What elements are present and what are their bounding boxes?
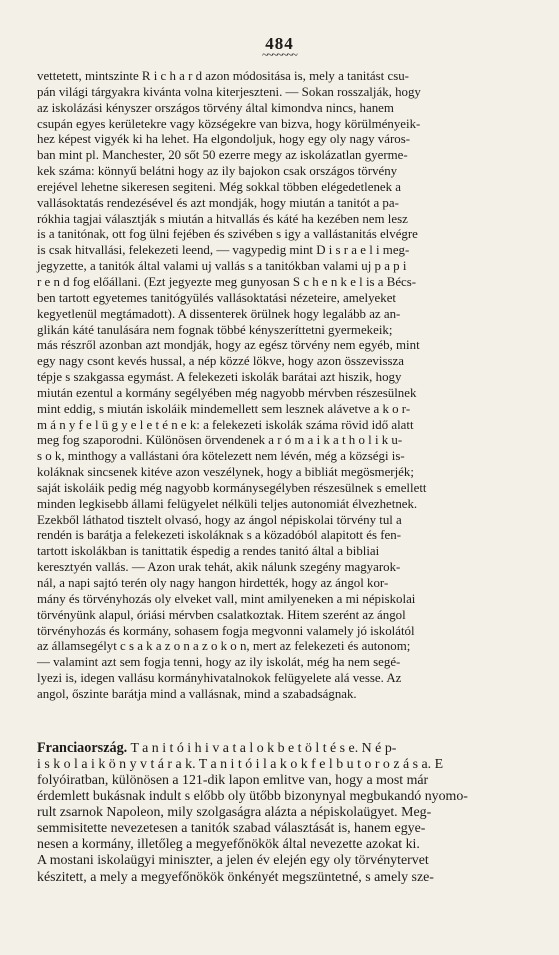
- text-line: angol, őszinte barátja mind a vallásnak, mind a szabadságnak.: [37, 686, 357, 701]
- text-line: rókhia tagjai választják s miután a hitvallás és káté ha kezében nem lesz: [37, 211, 408, 226]
- section-heading: Franciaország.: [37, 739, 128, 756]
- text-column: [37, 69, 529, 886]
- text-line: — valamint azt sem fogja tenni, hogy az ily iskolát, még ha nem segé-: [37, 655, 401, 670]
- text-line: nál, a napi sajtó terén oly nagy hangon hirdették, hogy az ángol kor-: [37, 576, 389, 590]
- section-gap: [37, 703, 529, 740]
- text-line: jegyzette, a tanitók által valami uj vallás s a tanitókban valami uj p a p i: [37, 259, 407, 274]
- text-line: kek száma: könnyű belátni hogy az ily bajokon csak országos törvény: [37, 164, 398, 179]
- text-line: folyóiratban, különösen a 121-dik lapon emlitve van, hogy a most már: [37, 772, 429, 788]
- text-line: rult zsarnok Napoleon, mily szolgaságra alázta a népiskolaügyet. Meg-: [37, 805, 432, 821]
- text-line: csupán egyes kerületekre vagy községekre van bizva, hogy körülményeik-: [37, 116, 421, 131]
- ornament-rule: ~~~~~~~: [262, 49, 297, 61]
- text-line: törvényhozás és kormány, sohasem fogja megvonni valamely jó iskolától: [37, 623, 415, 638]
- text-line: egy nagy csont kevés hussal, a nép közzé lökve, hogy azon összevissza: [37, 354, 404, 369]
- text-line: koláknak sincsenek kitéve azon veszélynek, hogy a bibliát megösmerjék;: [37, 465, 414, 480]
- heading-line-text: T a n i t ó i h i v a t a l o k b e t ö l t é s e. N é p-: [127, 740, 397, 756]
- text-line: rendén is barátja a felekezeti iskoláknak s a közadóból alapitott és fen-: [37, 528, 402, 543]
- text-line: r e n d fog előállani. (Ezt jegyezte meg gunyosan S c h e n k e l is a Bécs-: [37, 274, 417, 289]
- text-line: más részről azonban azt mondják, hogy az egész törvény nem egyéb, mint: [37, 338, 420, 353]
- text-line: tépje s szakgassa egymást. A felekezeti iskolák barátai azt hiszik, hogy: [37, 370, 402, 385]
- text-line: is a tanitónak, ott fog ülni fejében és szivében s igy a vallástanitás elvégre: [37, 227, 418, 242]
- text-line: lyezi is, idegen vallásu kormányhivatalnokok felügyelete alá vesse. Az: [37, 671, 402, 686]
- text-line: semmisitette nevezetesen a tanitók szabad választását is, hanem egye-: [37, 821, 426, 837]
- text-line: is csak hitvallási, felekezeti leend, — vagypedig mint D i s r a e l i meg-: [37, 243, 410, 258]
- text-line: készitett, a mely a megyefőnökök önkényét megszüntetné, s amely sze-: [37, 869, 434, 885]
- text-line: s o k, minthogy a vallástani óra kötelezett nem lévén, még a községi is-: [37, 449, 405, 464]
- text-line: meg fog szaporodni. Különösen örvendenek a r ó m a i k a t h o l i k u-: [37, 433, 403, 448]
- text-line: kegyetlenül megtámadott). A dissenterek örülnek hogy legalább az an-: [37, 306, 401, 321]
- text-line: saját iskoláik pedig még nagyobb kormánysegélyben részesülnek s emellett: [37, 480, 427, 495]
- text-line: ben tartott egyetemes tanitógyülés vallásoktatási nézeteire, amelyeket: [37, 290, 397, 305]
- text-line: erejével lehetne sikeresen segiteni. Még sokkal többen elégedetlenek a: [37, 179, 402, 194]
- text-line: A mostani iskolaügyi miniszter, a jelen év elején egy oly törvénytervet: [37, 853, 429, 869]
- text-line: m á n y f e l ü g y e l e t é n e k: a felekezeti iskolák száma rövid idő alatt: [37, 417, 414, 432]
- text-line: hez képest vigyék ki ha lehet. Ha elgondoljuk, hogy egy oly nagy város-: [37, 132, 411, 147]
- text-line: az államsegélyt c s a k a z o n a z o k o n, mert az felekezeti és autonom;: [37, 639, 411, 654]
- text-line: keresztyén vallás. — Azon urak tehát, akik nálunk szegény magyarok-: [37, 560, 401, 575]
- text-line: az iskolázási kényszer országos törvény által kimondva nincs, hanem: [37, 100, 394, 115]
- section-france: [37, 740, 529, 886]
- page-number: 484: [265, 34, 294, 53]
- text-line: mint eddig, s miután iskoláik mindemellett sem lesznek alávetve a k o r-: [37, 401, 411, 416]
- text-line: Ezekből láthatod tisztelt olvasó, hogy az ángol népiskolai törvény tul a: [37, 512, 402, 527]
- text-line: tartott iskolákban is tanittatik éspedig a rendes tanitó által a bibliai: [37, 544, 380, 559]
- text-line: pán világi tárgyakra kivánta volna kiterjeszteni. — Sokan rosszalják, hogy: [37, 84, 421, 99]
- text-line: [37, 740, 529, 757]
- text-line: érdemlett bukásnak indult s előbb oly ütőbb bizonynyal megbukandó nyomo-: [37, 789, 468, 805]
- text-line: ban mint pl. Manchester, 20 sőt 50 ezerre megy az iskolázatlan gyerme-: [37, 148, 408, 163]
- text-line: minden legkisebb állami felügyelet nélküli teljes autonomiát élvezhetnek.: [37, 496, 418, 511]
- text-line: i s k o l a i k ö n y v t á r a k. T a n i t ó i l a k o k f e l b u t o r o z á s a. E: [37, 756, 444, 772]
- text-line: törvényünk alapul, óriási mérvben csalatkoztak. Hitem szerént az ángol: [37, 607, 406, 622]
- text-line: glikán káté tanulására nem fognak többé kényszeríttetni gyermekeik;: [37, 322, 393, 337]
- text-line: miután ezentul a kormány segélyében még nagyobb mérvben részesülnek: [37, 385, 417, 400]
- section-england: [37, 69, 529, 703]
- text-line: vettetett, mintszinte R i c h a r d azon módositása is, mely a tanitást csu-: [37, 69, 409, 83]
- text-line: mány és törvényhozás oly elveket vall, mint amilyeneken a mi népiskolai: [37, 591, 416, 606]
- text-line: nesen a kormány, illetőleg a megyefőnökök által nevezette azokat ki.: [37, 837, 420, 853]
- text-line: vallásoktatás rendezésével és azt mondják, hogy miután a tanitót a pa-: [37, 195, 399, 210]
